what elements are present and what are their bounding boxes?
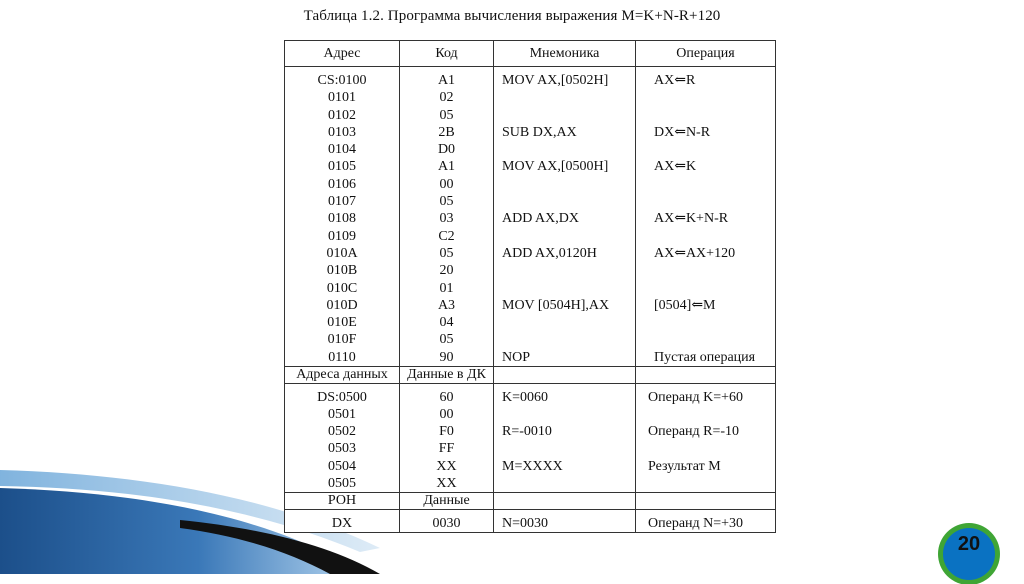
address-cell: 0108: [285, 210, 400, 227]
address-cell: DS:0500: [285, 383, 400, 406]
mnemonic-cell: [494, 440, 636, 457]
address-cell: 010D: [285, 297, 400, 314]
data-values-header: Данные в ДК: [400, 367, 494, 384]
table-row: [285, 176, 776, 193]
code-cell: 05: [400, 245, 494, 262]
table-row: [285, 280, 776, 297]
operation-cell: [636, 141, 776, 158]
address-cell: 0107: [285, 193, 400, 210]
code-cell: 60: [400, 383, 494, 406]
address-cell: 0110: [285, 349, 400, 367]
address-cell: CS:0100: [285, 67, 400, 90]
mnemonic-cell: R=-0010: [494, 423, 636, 440]
mnemonic-cell: MOV AX,[0500H]: [494, 158, 636, 175]
empty-cell: [494, 493, 636, 510]
table-row: [285, 367, 776, 384]
mnemonic-cell: [494, 475, 636, 493]
mnemonic-cell: [494, 141, 636, 158]
operation-cell: Операнд R=-10: [636, 423, 776, 440]
mnemonic-cell: [494, 228, 636, 245]
table-row: [285, 406, 776, 423]
operation-cell: [636, 331, 776, 348]
address-cell: 0502: [285, 423, 400, 440]
mnemonic-cell: MOV AX,[0502H]: [494, 67, 636, 90]
code-cell: A3: [400, 297, 494, 314]
empty-cell: [636, 367, 776, 384]
mnemonic-cell: [494, 193, 636, 210]
operation-cell: [0504]⇐M: [636, 297, 776, 314]
code-cell: 2B: [400, 124, 494, 141]
table-row: [285, 245, 776, 262]
table-row: [285, 440, 776, 457]
mnemonic-cell: ADD AX,DX: [494, 210, 636, 227]
operation-cell: [636, 193, 776, 210]
code-cell: 00: [400, 406, 494, 423]
address-cell: 0104: [285, 141, 400, 158]
table-row: [285, 210, 776, 227]
header-code: Код: [400, 41, 494, 67]
mnemonic-cell: [494, 89, 636, 106]
table-row: [285, 331, 776, 348]
table-row: [285, 509, 776, 532]
table-row: [285, 89, 776, 106]
address-cell: 010F: [285, 331, 400, 348]
table-row: [285, 423, 776, 440]
mnemonic-cell: [494, 331, 636, 348]
mnemonic-cell: M=XXXX: [494, 458, 636, 475]
operation-cell: [636, 440, 776, 457]
operation-cell: DX⇐N-R: [636, 124, 776, 141]
table-row: [285, 107, 776, 124]
table-row: [285, 67, 776, 90]
code-cell: 01: [400, 280, 494, 297]
program-table: [284, 40, 776, 533]
operation-cell: Операнд K=+60: [636, 383, 776, 406]
code-cell: A1: [400, 67, 494, 90]
mnemonic-cell: [494, 176, 636, 193]
operation-cell: [636, 475, 776, 493]
operation-cell: [636, 314, 776, 331]
code-cell: 05: [400, 107, 494, 124]
address-cell: 010B: [285, 262, 400, 279]
operation-cell: [636, 280, 776, 297]
table-row: [285, 262, 776, 279]
code-cell: 02: [400, 89, 494, 106]
address-cell: 0501: [285, 406, 400, 423]
operation-cell: Результат M: [636, 458, 776, 475]
address-cell: 0505: [285, 475, 400, 493]
address-cell: 010C: [285, 280, 400, 297]
table-row: [285, 193, 776, 210]
address-cell: DX: [285, 509, 400, 532]
swoosh-dark: [0, 488, 330, 574]
mnemonic-cell: [494, 262, 636, 279]
register-data-header: Данные: [400, 493, 494, 510]
address-cell: 0102: [285, 107, 400, 124]
register-header: РОН: [285, 493, 400, 510]
code-cell: 03: [400, 210, 494, 227]
operation-cell: [636, 262, 776, 279]
operation-cell: [636, 176, 776, 193]
operation-cell: [636, 107, 776, 124]
operation-cell: Операнд N=+30: [636, 509, 776, 532]
code-cell: D0: [400, 141, 494, 158]
operation-cell: AX⇐K+N-R: [636, 210, 776, 227]
mnemonic-cell: K=0060: [494, 383, 636, 406]
data-address-header: Адреса данных: [285, 367, 400, 384]
code-cell: 0030: [400, 509, 494, 532]
mnemonic-cell: [494, 280, 636, 297]
mnemonic-cell: [494, 314, 636, 331]
address-cell: 0503: [285, 440, 400, 457]
table-row: [285, 314, 776, 331]
operation-cell: [636, 406, 776, 423]
table-row: [285, 158, 776, 175]
operation-cell: [636, 228, 776, 245]
page-number: 20: [957, 533, 981, 555]
table-row: [285, 493, 776, 510]
table-row: [285, 383, 776, 406]
code-cell: F0: [400, 423, 494, 440]
address-cell: 0105: [285, 158, 400, 175]
table-row: [285, 141, 776, 158]
operation-cell: [636, 89, 776, 106]
code-cell: FF: [400, 440, 494, 457]
address-cell: 010A: [285, 245, 400, 262]
table-row: [285, 41, 776, 67]
table-row: [285, 228, 776, 245]
code-cell: A1: [400, 158, 494, 175]
operation-cell: AX⇐AX+120: [636, 245, 776, 262]
empty-cell: [636, 493, 776, 510]
address-cell: 0101: [285, 89, 400, 106]
code-cell: 20: [400, 262, 494, 279]
code-cell: 05: [400, 193, 494, 210]
header-operation: Операция: [636, 41, 776, 67]
address-cell: 0109: [285, 228, 400, 245]
header-mnemonic: Мнемоника: [494, 41, 636, 67]
code-cell: 00: [400, 176, 494, 193]
code-cell: 90: [400, 349, 494, 367]
table-row: [285, 475, 776, 493]
code-cell: 05: [400, 331, 494, 348]
table-row: [285, 297, 776, 314]
address-cell: 010E: [285, 314, 400, 331]
mnemonic-cell: ADD AX,0120H: [494, 245, 636, 262]
mnemonic-cell: [494, 406, 636, 423]
operation-cell: Пустая операция: [636, 349, 776, 367]
address-cell: 0504: [285, 458, 400, 475]
code-cell: 04: [400, 314, 494, 331]
mnemonic-cell: N=0030: [494, 509, 636, 532]
code-cell: XX: [400, 458, 494, 475]
table-row: [285, 124, 776, 141]
table-row: [285, 458, 776, 475]
mnemonic-cell: [494, 107, 636, 124]
operation-cell: AX⇐K: [636, 158, 776, 175]
mnemonic-cell: MOV [0504H],AX: [494, 297, 636, 314]
empty-cell: [494, 367, 636, 384]
operation-cell: AX⇐R: [636, 67, 776, 90]
address-cell: 0106: [285, 176, 400, 193]
table-caption: Таблица 1.2. Программа вычисления выражения M=K+N-R+120: [303, 8, 721, 24]
header-address: Адрес: [285, 41, 400, 67]
code-cell: C2: [400, 228, 494, 245]
address-cell: 0103: [285, 124, 400, 141]
mnemonic-cell: NOP: [494, 349, 636, 367]
mnemonic-cell: SUB DX,AX: [494, 124, 636, 141]
table-row: [285, 349, 776, 367]
code-cell: XX: [400, 475, 494, 493]
